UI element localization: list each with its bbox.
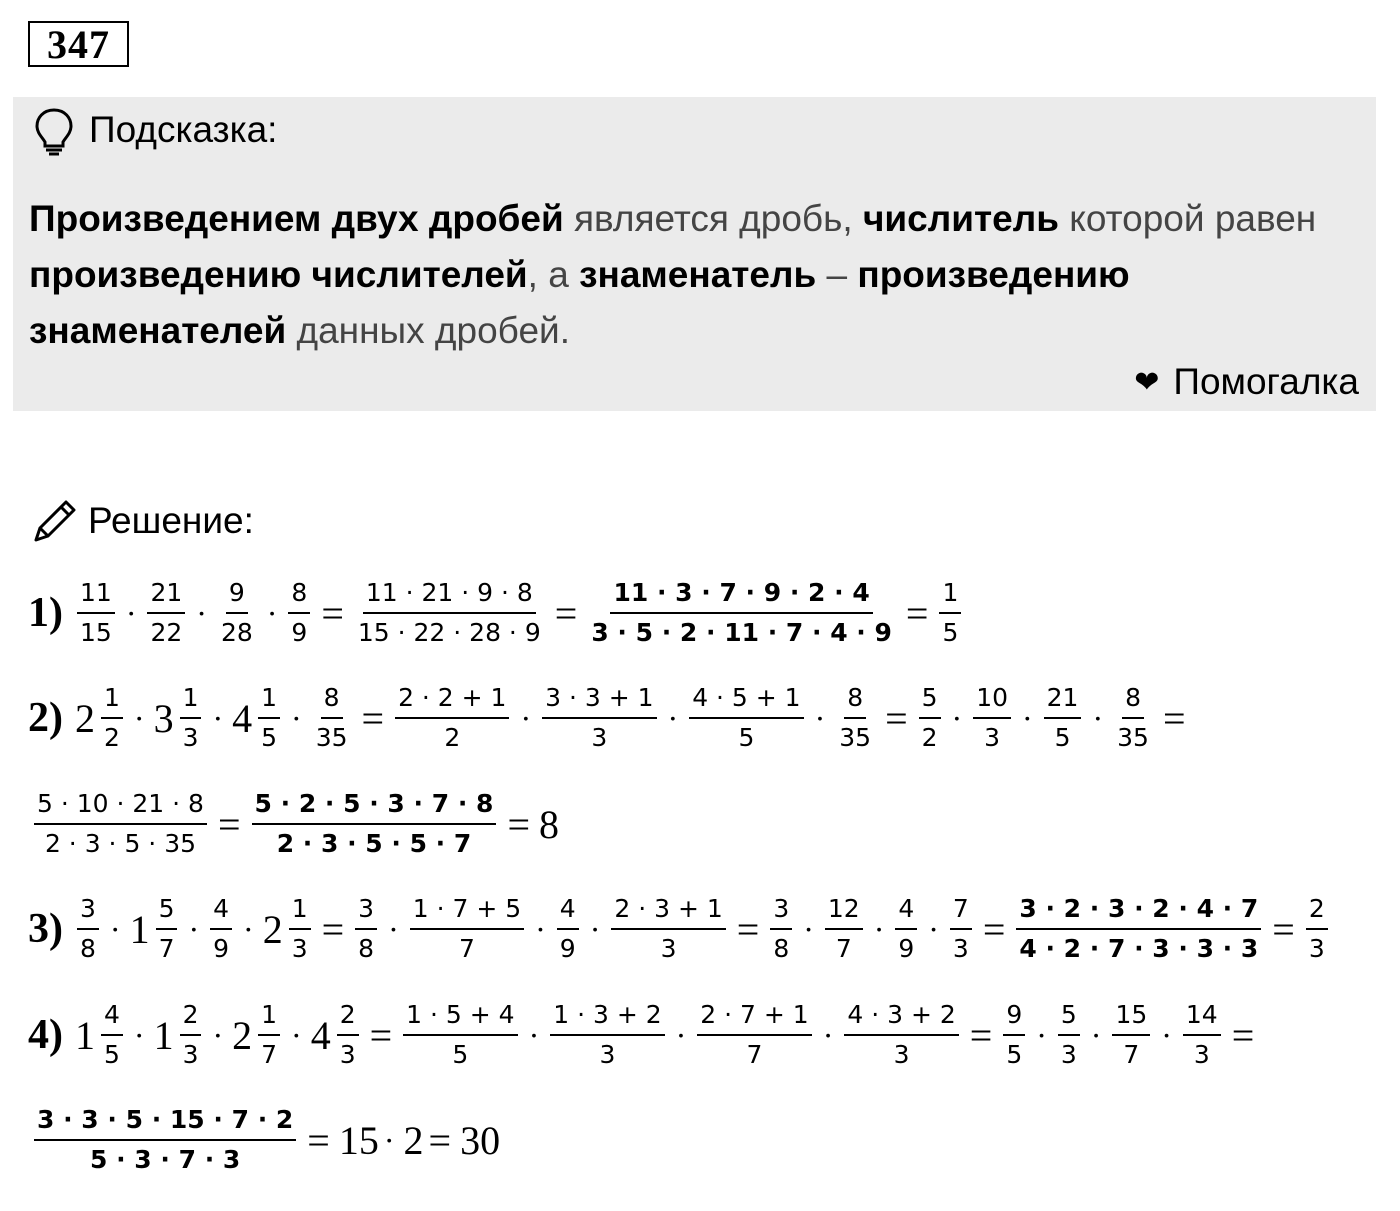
multiply-sign: · bbox=[212, 699, 224, 736]
denominator: 5 bbox=[942, 618, 959, 647]
line-number: 3) bbox=[28, 906, 63, 952]
fraction bbox=[950, 894, 972, 964]
numerator: 5 · 10 · 21 · 8 bbox=[34, 789, 207, 825]
solution-line bbox=[28, 683, 1191, 753]
whole-number: 1 bbox=[75, 1012, 95, 1058]
line-number: 4) bbox=[28, 1012, 63, 1058]
denominator: 4 · 2 · 7 · 3 · 3 · 3 bbox=[1019, 934, 1259, 963]
multiply-sign: · bbox=[109, 910, 121, 947]
pencil-icon bbox=[32, 494, 82, 544]
denominator: 2 bbox=[921, 723, 938, 752]
denominator: 3 bbox=[952, 934, 969, 963]
multiply-sign: · bbox=[133, 1016, 145, 1053]
equals-sign: = bbox=[321, 590, 344, 636]
numerator: 4 · 5 + 1 bbox=[689, 683, 803, 719]
numerator: 21 bbox=[1044, 683, 1082, 719]
numerator: 1 · 5 + 4 bbox=[403, 1000, 517, 1036]
numerator: 8 bbox=[844, 683, 866, 719]
numerator: 1 bbox=[101, 683, 123, 719]
denominator: 8 bbox=[773, 934, 790, 963]
denominator: 35 bbox=[315, 723, 348, 752]
whole-number: 4 bbox=[310, 1012, 331, 1058]
fraction bbox=[395, 683, 509, 753]
line-number: 1) bbox=[28, 590, 63, 636]
numerator: 1 bbox=[258, 683, 280, 719]
whole-number: 2 bbox=[262, 906, 283, 952]
line-number: 2) bbox=[28, 695, 63, 741]
numerator: 3 bbox=[355, 894, 377, 930]
fraction bbox=[147, 578, 185, 648]
solution-line bbox=[28, 578, 967, 648]
hint-text-part: является дробь, bbox=[563, 198, 863, 239]
denominator: 5 bbox=[452, 1040, 469, 1069]
fraction bbox=[895, 894, 917, 964]
numerator: 9 bbox=[226, 578, 248, 614]
fraction bbox=[258, 1000, 280, 1070]
equals-sign: = bbox=[361, 695, 385, 741]
numerator: 3 bbox=[77, 894, 99, 930]
denominator: 7 bbox=[746, 1040, 763, 1069]
numerator: 3 · 3 · 5 · 15 · 7 · 2 bbox=[34, 1105, 296, 1141]
multiply-sign: · bbox=[383, 1121, 395, 1158]
fraction bbox=[101, 683, 123, 753]
numerator: 21 bbox=[147, 578, 185, 614]
equals-sign: = bbox=[736, 906, 760, 952]
numerator: 11 · 3 · 7 · 9 · 2 · 4 bbox=[610, 578, 872, 614]
whole-number: 4 bbox=[232, 695, 253, 741]
numerator: 1 bbox=[180, 683, 202, 719]
denominator: 5 bbox=[261, 723, 278, 752]
equals-sign: = bbox=[307, 1117, 330, 1163]
fraction bbox=[611, 894, 725, 964]
numerator: 5 · 2 · 5 · 3 · 7 · 8 bbox=[252, 789, 497, 825]
hint-term: числитель bbox=[862, 198, 1059, 239]
whole-number: 3 bbox=[153, 695, 174, 741]
denominator: 3 bbox=[599, 1040, 616, 1069]
multiply-sign: · bbox=[1036, 1016, 1047, 1053]
numerator: 2 bbox=[180, 1000, 202, 1036]
fraction bbox=[973, 683, 1011, 753]
multiply-sign: · bbox=[675, 1016, 687, 1053]
multiply-sign: · bbox=[803, 910, 814, 947]
numerator: 4 · 3 + 2 bbox=[844, 1000, 958, 1036]
numerator: 2 bbox=[337, 1000, 359, 1036]
numerator: 10 bbox=[973, 683, 1011, 719]
whole-number: 30 bbox=[460, 1117, 501, 1163]
fraction bbox=[288, 578, 310, 648]
hint-box bbox=[13, 97, 1376, 411]
multiply-sign: · bbox=[814, 699, 826, 736]
hint-text-part: данных дробей. bbox=[286, 310, 570, 351]
denominator: 3 bbox=[1308, 934, 1325, 963]
fraction bbox=[156, 894, 178, 964]
fraction bbox=[1016, 894, 1261, 964]
numerator: 1 · 7 + 5 bbox=[410, 894, 524, 930]
multiply-sign: · bbox=[266, 594, 278, 631]
fraction bbox=[180, 683, 202, 753]
solution-line bbox=[28, 789, 559, 859]
multiply-sign: · bbox=[928, 910, 939, 947]
denominator: 3 bbox=[291, 934, 308, 963]
multiply-sign: · bbox=[388, 910, 399, 947]
denominator: 3 bbox=[893, 1040, 910, 1069]
fraction bbox=[337, 1000, 359, 1070]
fraction bbox=[403, 1000, 517, 1070]
solution-line bbox=[28, 894, 1334, 964]
whole-number: 2 bbox=[232, 1012, 253, 1058]
fraction bbox=[355, 578, 544, 648]
equals-sign: = bbox=[507, 801, 530, 847]
numerator: 12 bbox=[825, 894, 863, 930]
numerator: 1 bbox=[289, 894, 311, 930]
fraction bbox=[252, 789, 497, 859]
numerator: 11 · 21 · 9 · 8 bbox=[363, 578, 536, 614]
denominator: 7 bbox=[458, 934, 475, 963]
numerator: 3 · 3 + 1 bbox=[542, 683, 656, 719]
multiply-sign: · bbox=[196, 594, 207, 631]
task-number: 347 bbox=[28, 21, 129, 67]
fraction bbox=[770, 894, 792, 964]
multiply-sign: · bbox=[589, 910, 601, 947]
whole-number: 2 bbox=[403, 1117, 424, 1163]
equals-sign: = bbox=[1272, 906, 1295, 952]
numerator: 7 bbox=[950, 894, 972, 930]
equals-sign: = bbox=[428, 1117, 452, 1163]
fraction bbox=[218, 578, 256, 648]
numerator: 5 bbox=[1058, 1000, 1080, 1036]
denominator: 28 bbox=[220, 618, 253, 647]
denominator: 15 · 22 · 28 · 9 bbox=[357, 618, 541, 647]
solution-line bbox=[28, 1000, 1259, 1070]
heart-icon: ❤ bbox=[1134, 365, 1160, 399]
hint-text-part: – bbox=[816, 254, 858, 295]
denominator: 3 bbox=[660, 934, 677, 963]
numerator: 5 bbox=[156, 894, 178, 930]
numerator: 15 bbox=[1112, 1000, 1150, 1036]
denominator: 3 bbox=[182, 723, 199, 752]
numerator: 14 bbox=[1183, 1000, 1221, 1036]
denominator: 35 bbox=[1117, 723, 1149, 752]
fraction bbox=[1306, 894, 1328, 964]
equals-sign: = bbox=[982, 906, 1006, 952]
numerator: 9 bbox=[1003, 1000, 1025, 1036]
denominator: 9 bbox=[898, 934, 915, 963]
numerator: 2 · 3 + 1 bbox=[611, 894, 725, 930]
denominator: 7 bbox=[261, 1040, 278, 1069]
hint-term: произведению знаменателей bbox=[29, 254, 1130, 351]
denominator: 5 · 3 · 7 · 3 bbox=[90, 1145, 241, 1174]
hint-text bbox=[29, 191, 1329, 359]
whole-number: 1 bbox=[153, 1012, 174, 1058]
denominator: 2 · 3 · 5 · 5 · 7 bbox=[276, 829, 472, 858]
multiply-sign: · bbox=[1161, 1016, 1172, 1053]
fraction bbox=[689, 683, 803, 753]
denominator: 9 bbox=[213, 934, 230, 963]
lightbulb-icon bbox=[33, 107, 75, 157]
fraction bbox=[1112, 1000, 1150, 1070]
whole-number: 15 bbox=[338, 1117, 379, 1163]
fraction bbox=[1044, 683, 1082, 753]
multiply-sign: · bbox=[520, 699, 532, 736]
numerator: 1 bbox=[258, 1000, 280, 1036]
brand-name: Помогалка bbox=[1173, 361, 1359, 402]
multiply-sign: · bbox=[1022, 699, 1033, 736]
fraction bbox=[355, 894, 377, 964]
denominator: 3 bbox=[984, 723, 1001, 752]
numerator: 8 bbox=[1122, 683, 1144, 719]
numerator: 4 bbox=[895, 894, 917, 930]
multiply-sign: · bbox=[535, 910, 546, 947]
denominator: 3 bbox=[1060, 1040, 1077, 1069]
fraction bbox=[844, 1000, 958, 1070]
multiply-sign: · bbox=[528, 1016, 540, 1053]
denominator: 9 bbox=[291, 618, 308, 647]
equals-sign: = bbox=[969, 1012, 993, 1058]
multiply-sign: · bbox=[1092, 699, 1104, 736]
equals-sign: = bbox=[905, 590, 929, 636]
multiply-sign: · bbox=[951, 699, 963, 736]
multiply-sign: · bbox=[243, 910, 254, 947]
fraction bbox=[1003, 1000, 1025, 1070]
whole-number: 1 bbox=[129, 906, 150, 952]
whole-number: 2 bbox=[75, 695, 95, 741]
hint-title: Подсказка: bbox=[89, 109, 278, 150]
denominator: 7 bbox=[1123, 1040, 1140, 1069]
multiply-sign: · bbox=[212, 1016, 224, 1053]
denominator: 3 bbox=[591, 723, 608, 752]
hint-term: произведению числителей bbox=[29, 254, 528, 295]
denominator: 5 bbox=[1054, 723, 1071, 752]
fraction bbox=[836, 683, 874, 753]
fraction bbox=[825, 894, 863, 964]
equals-sign: = bbox=[1162, 695, 1186, 741]
denominator: 3 bbox=[339, 1040, 356, 1069]
numerator: 3 · 2 · 3 · 2 · 4 · 7 bbox=[1016, 894, 1261, 930]
fraction bbox=[289, 894, 311, 964]
numerator: 3 bbox=[770, 894, 792, 930]
brand bbox=[1134, 361, 1359, 403]
denominator: 22 bbox=[150, 618, 183, 647]
multiply-sign: · bbox=[188, 910, 200, 947]
denominator: 2 bbox=[104, 723, 120, 752]
fraction bbox=[542, 683, 656, 753]
numerator: 2 · 7 + 1 bbox=[697, 1000, 811, 1036]
equals-sign: = bbox=[321, 906, 345, 952]
multiply-sign: · bbox=[291, 1016, 302, 1053]
numerator: 2 · 2 + 1 bbox=[395, 683, 509, 719]
equals-sign: = bbox=[554, 590, 578, 636]
hint-text-part: , а bbox=[527, 254, 580, 295]
multiply-sign: · bbox=[125, 594, 137, 631]
numerator: 5 bbox=[919, 683, 941, 719]
hint-term: знаменатель bbox=[579, 254, 817, 295]
fraction bbox=[34, 789, 207, 859]
solution-line bbox=[28, 1105, 500, 1175]
denominator: 3 · 5 · 2 · 11 · 7 · 4 · 9 bbox=[591, 618, 892, 647]
equals-sign: = bbox=[369, 1012, 393, 1058]
denominator: 5 bbox=[104, 1040, 120, 1069]
fraction bbox=[258, 683, 280, 753]
denominator: 5 bbox=[1006, 1040, 1023, 1069]
denominator: 15 bbox=[80, 618, 112, 647]
fraction bbox=[210, 894, 232, 964]
fraction bbox=[77, 578, 115, 648]
multiply-sign: · bbox=[291, 699, 302, 736]
numerator: 2 bbox=[1306, 894, 1328, 930]
fraction bbox=[557, 894, 579, 964]
equals-sign: = bbox=[885, 695, 908, 741]
fraction bbox=[1114, 683, 1152, 753]
fraction bbox=[34, 1105, 296, 1175]
fraction bbox=[180, 1000, 202, 1070]
fraction bbox=[410, 894, 524, 964]
denominator: 8 bbox=[358, 934, 375, 963]
denominator: 2 · 3 · 5 · 35 bbox=[44, 829, 197, 858]
denominator: 9 bbox=[559, 934, 576, 963]
equals-sign: = bbox=[1231, 1012, 1255, 1058]
hint-term: Произведением двух дробей bbox=[29, 198, 564, 239]
denominator: 35 bbox=[839, 723, 872, 752]
numerator: 1 bbox=[939, 578, 961, 614]
numerator: 11 bbox=[77, 578, 115, 614]
numerator: 4 bbox=[557, 894, 579, 930]
denominator: 5 bbox=[738, 723, 755, 752]
numerator: 1 · 3 + 2 bbox=[550, 1000, 664, 1036]
multiply-sign: · bbox=[1090, 1016, 1102, 1053]
fraction bbox=[1058, 1000, 1080, 1070]
hint-text-part: которой равен bbox=[1058, 198, 1317, 239]
fraction bbox=[550, 1000, 664, 1070]
fraction bbox=[313, 683, 351, 753]
numerator: 4 bbox=[210, 894, 232, 930]
denominator: 8 bbox=[80, 934, 96, 963]
multiply-sign: · bbox=[133, 699, 145, 736]
numerator: 8 bbox=[321, 683, 343, 719]
multiply-sign: · bbox=[667, 699, 679, 736]
denominator: 3 bbox=[1193, 1040, 1210, 1069]
denominator: 2 bbox=[444, 723, 461, 752]
solution-title: Решение: bbox=[88, 500, 254, 541]
numerator: 4 bbox=[101, 1000, 123, 1036]
numerator: 8 bbox=[288, 578, 310, 614]
multiply-sign: · bbox=[873, 910, 885, 947]
fraction bbox=[939, 578, 961, 648]
denominator: 3 bbox=[182, 1040, 199, 1069]
fraction bbox=[101, 1000, 123, 1070]
whole-number: 8 bbox=[539, 801, 559, 847]
fraction bbox=[1183, 1000, 1221, 1070]
denominator: 7 bbox=[158, 934, 175, 963]
fraction bbox=[77, 894, 99, 964]
denominator: 7 bbox=[835, 934, 852, 963]
fraction bbox=[919, 683, 941, 753]
multiply-sign: · bbox=[822, 1016, 834, 1053]
fraction bbox=[697, 1000, 811, 1070]
equals-sign: = bbox=[217, 801, 241, 847]
fraction bbox=[588, 578, 895, 648]
